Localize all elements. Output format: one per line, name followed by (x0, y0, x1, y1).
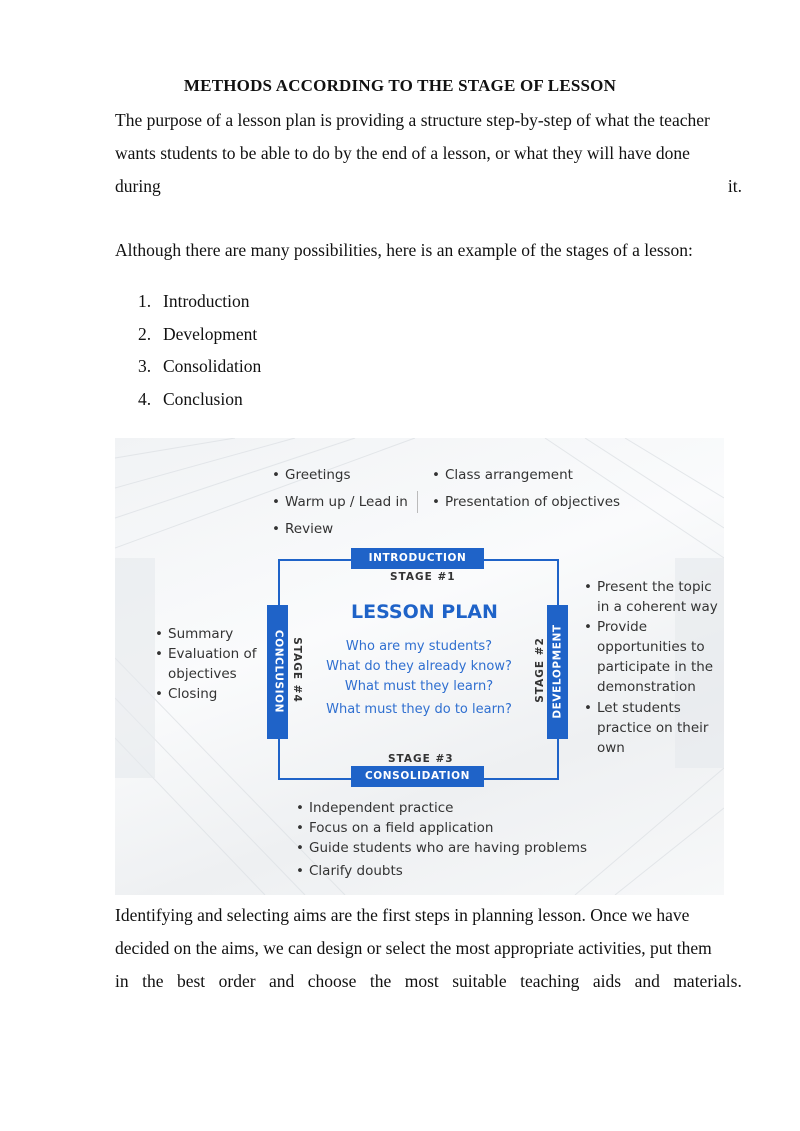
development-bullet (597, 698, 708, 758)
conclusion-bullet (168, 644, 257, 684)
paragraph-word: during (115, 176, 161, 196)
development-tag (547, 605, 568, 739)
list-item (138, 318, 261, 351)
intro-bullet: • Class arrangement (445, 467, 573, 483)
stage-list (138, 285, 261, 415)
paragraph-word: best (176, 971, 206, 991)
paragraph-word: teaching (520, 971, 580, 991)
paragraph-word: and (634, 971, 660, 991)
paragraph-line: The purpose of a lesson plan is providing a structure step-by-step of what the teacher (115, 110, 710, 130)
paragraph-word: and (269, 971, 295, 991)
list-item (138, 350, 261, 383)
question: What must they learn? (344, 679, 494, 694)
intro-bullet: • Greetings (285, 467, 351, 483)
conclusion-bullet (168, 624, 233, 644)
paragraph-word: in (115, 971, 129, 991)
bullet-line: demonstration (597, 679, 696, 695)
list-number: 4. (138, 388, 152, 409)
paragraph-word: it. (727, 176, 742, 196)
list-number: 3. (138, 356, 152, 376)
intro-paragraph (115, 104, 742, 203)
bullet-line: opportunities to (597, 639, 705, 655)
bullet-line: own (597, 740, 625, 756)
paragraph-word: suitable (452, 971, 507, 991)
aims-paragraph (115, 899, 742, 998)
bullet-line: • Let students (597, 700, 681, 716)
consolidation-tag: CONSOLIDATION (351, 766, 484, 787)
divider (417, 491, 418, 513)
lesson-plan-infographic (115, 438, 724, 895)
consolidation-bullet: • Guide students who are having problems (309, 840, 587, 856)
bullet-line: • Summary (168, 626, 234, 642)
question: What do they already know? (326, 659, 512, 674)
paragraph-word: choose (307, 971, 357, 991)
bullet-line: • Closing (168, 686, 218, 702)
paragraph-word: materials. (673, 971, 742, 991)
bullet-line: objectives (168, 666, 237, 682)
list-label: Consolidation (163, 356, 262, 376)
bullet-line: • Evaluation of (168, 646, 257, 662)
list-label: Introduction (163, 291, 250, 311)
paragraph-word: aids (592, 971, 622, 991)
lesson-plan-title: LESSON PLAN (351, 601, 498, 623)
page-title: METHODS ACCORDING TO THE STAGE OF LESSON (183, 76, 617, 95)
paragraph-last-line (115, 170, 742, 203)
intro-bullet: • Warm up / Lead in (285, 494, 408, 510)
list-label: Conclusion (163, 388, 243, 409)
intro-bullet: • Presentation of objectives (445, 494, 620, 510)
bullet-line: • Provide (597, 619, 648, 635)
paragraph-word: the (369, 971, 392, 991)
paragraph-last-line (115, 965, 742, 998)
conclusion-tag (267, 605, 288, 739)
list-number: 2. (138, 323, 152, 344)
intro-bullet: • Review (285, 521, 333, 537)
development-bullet (597, 617, 713, 697)
list-number: 1. (138, 291, 152, 311)
paragraph-line: wants students to be able to do by the end of a lesson, or what they will have done (115, 143, 690, 163)
question: What must they do to learn? (326, 702, 512, 717)
bullet-line: practice on their (597, 720, 709, 736)
conclusion-bullet (168, 684, 217, 704)
introduction-tag: INTRODUCTION (351, 548, 484, 569)
bullet-line: participate in the (597, 659, 714, 675)
stages-intro-paragraph: Although there are many possibilities, here is an example of the stages of a lesson: (115, 240, 693, 260)
stage-1-label: STAGE #1 (390, 571, 456, 583)
consolidation-bullet: • Independent practice (309, 800, 453, 816)
stage-4-label: STAGE #4 (291, 637, 303, 703)
list-item (138, 285, 261, 318)
paragraph-word: most (404, 971, 439, 991)
bullet-line: • Present the topic (597, 579, 712, 595)
stage-3-label: STAGE #3 (388, 753, 454, 765)
list-item (138, 383, 261, 416)
paragraph-line: decided on the aims, we can design or select the most appropriate activities, put them (115, 938, 712, 958)
bullet-line: in a coherent way (597, 599, 718, 615)
development-bullet (597, 577, 718, 617)
paragraph-line: Identifying and selecting aims are the first steps in planning lesson. Once we have (115, 905, 690, 925)
paragraph-word: the (142, 971, 164, 991)
stage-2-label: STAGE #2 (534, 637, 546, 703)
conclusion-tag-label: CONCLUSION (272, 629, 285, 714)
paragraph-word: order (218, 971, 256, 991)
consolidation-bullet: • Clarify doubts (309, 863, 403, 879)
question: Who are my students? (345, 639, 493, 654)
consolidation-bullet: • Focus on a field application (309, 820, 493, 836)
development-tag-label: DEVELOPMENT (551, 624, 564, 719)
list-label: Development (163, 323, 258, 344)
